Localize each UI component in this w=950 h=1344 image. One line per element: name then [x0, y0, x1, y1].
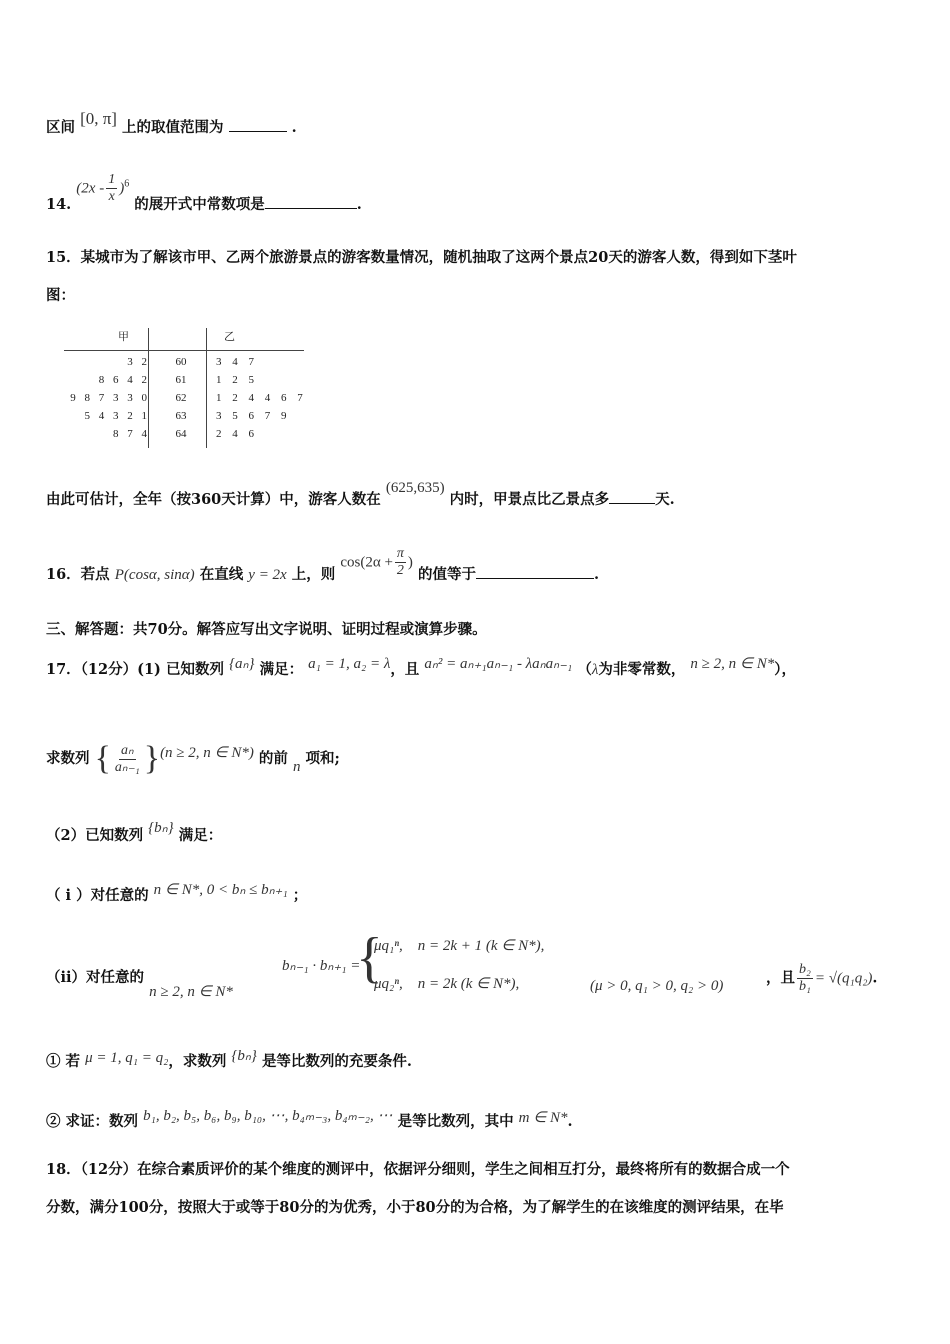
text: （ii）对任意的	[46, 969, 145, 986]
text: 是等比数列的充要条件.	[261, 1053, 412, 1070]
lambda-math: λ	[591, 662, 599, 678]
text: ① 若	[46, 1053, 81, 1070]
answer-blank	[229, 131, 287, 132]
text: ；	[292, 887, 308, 904]
condition-math: n ≥ 2, n ∈ N*	[149, 984, 233, 1000]
text: 天.	[655, 491, 675, 508]
answer-blank	[476, 578, 594, 579]
stem: 64	[175, 428, 187, 440]
right-leaves: 3 4 7	[216, 356, 258, 368]
math-expr: (2x -	[76, 180, 105, 197]
text: 为非零常数，	[598, 661, 686, 678]
frac-den: aₙ₋₁	[114, 759, 140, 775]
stem: 61	[175, 374, 187, 386]
text: （ i ）对任意的	[46, 887, 149, 904]
init-math: a₁ = 1, a₂ = λ	[308, 656, 391, 672]
text: 上，则	[291, 565, 336, 583]
q18-line1: 18．（12分）在综合素质评价的某个维度的测评中，依据评分细则，学生之间相互打分，最终将所有的数据合成一个	[46, 1161, 790, 1178]
answer-blank	[609, 503, 655, 504]
n-math: n	[292, 759, 301, 775]
text: 项和;	[305, 750, 340, 767]
table-row	[60, 356, 350, 372]
q16-line	[46, 546, 600, 583]
table-row	[60, 428, 350, 444]
piecewise-lhs: bₙ₋₁ · bₙ₊₁ =	[282, 958, 361, 974]
text: 内时，甲景点比乙景点多	[449, 491, 610, 508]
text: 满足：	[259, 661, 304, 678]
frac-num: 1	[108, 172, 116, 187]
text: .	[872, 969, 878, 987]
q15-line2: 图：	[46, 287, 75, 304]
brace-right: }	[143, 740, 161, 777]
stem-leaf-plot	[60, 326, 310, 451]
text: （	[577, 661, 592, 678]
math-expr: )	[407, 554, 413, 571]
sequence-math: {bₙ}	[148, 820, 174, 836]
piecewise-case-odd: μq₁ⁿ, n = 2k + 1 (k ∈ N*),	[374, 938, 545, 954]
fraction	[395, 546, 406, 579]
sqrt-math: = √(q₁q₂)	[814, 970, 873, 987]
frac-den: 2	[396, 563, 404, 578]
left-leaves: 5 4 3 2 1	[84, 410, 150, 422]
text: .	[356, 195, 362, 213]
text: 由此可估计，全年（按360天计算）中，游客人数在	[46, 491, 381, 508]
interval-math: (625,635)	[385, 480, 445, 496]
fraction	[113, 743, 142, 776]
condition-math: n ≥ 2, n ∈ N*	[690, 656, 775, 672]
frac-den: x	[108, 189, 115, 204]
frac-den: b₁	[799, 979, 811, 994]
condition-math: m ∈ N*	[518, 1110, 568, 1126]
q17-part2-line	[46, 820, 223, 845]
section-heading: 三、解答题：共70分。解答应写出文字说明、证明过程或演算步骤。	[46, 621, 487, 638]
text: .	[291, 119, 297, 136]
exponent: 6	[124, 178, 130, 190]
header-divider	[64, 350, 304, 351]
q17-item2	[46, 1110, 573, 1131]
text: ，且	[390, 661, 420, 678]
recurrence-math: aₙ² = aₙ₊₁aₙ₋₁ - λaₙaₙ₋₁	[424, 656, 573, 672]
text: 的值等于	[417, 565, 476, 583]
q14-line	[46, 172, 362, 213]
condition-math: n ∈ N*, 0 < bₙ ≤ bₙ₊₁	[153, 882, 288, 898]
sequence-math: b₁, b₂, b₅, b₆, b₉, b₁₀, ⋯, b₄ₘ₋₃, b₄ₘ₋₂, ⋯	[143, 1108, 393, 1124]
q17-line2	[46, 740, 340, 778]
q17-cond-ii	[46, 966, 233, 1000]
answer-blank	[265, 208, 357, 209]
ratio-condition	[766, 962, 877, 995]
right-leaves: 1 2 5	[216, 374, 258, 386]
sequence-math: {bₙ}	[231, 1048, 257, 1064]
piecewise-brace: {	[356, 927, 383, 989]
left-leaves: 8 7 4	[113, 428, 150, 440]
text: 在直线	[199, 565, 244, 583]
table-row	[60, 410, 350, 426]
text: 是等比数列，其中	[397, 1113, 514, 1130]
piecewise-case-even: μq₂ⁿ, n = 2k (k ∈ N*),	[374, 976, 520, 992]
left-header: 甲	[118, 331, 129, 343]
question-number: 14.	[46, 195, 72, 213]
text: ，求数列	[168, 1053, 227, 1070]
left-leaves: 9 8 7 3 3 0	[70, 392, 150, 404]
text: （2）已知数列	[46, 827, 144, 844]
math-expr: )	[119, 180, 125, 197]
text: ），	[774, 661, 796, 678]
frac-num: b₂	[799, 962, 811, 977]
fraction	[106, 172, 117, 205]
q18-line2: 分数，满分100分，按照大于或等于80分的为优秀，小于80分的为合格，为了解学生的在该维度的测评结果，在毕	[46, 1199, 784, 1216]
right-header: 乙	[224, 331, 235, 343]
text: 的前	[258, 750, 288, 767]
q17-line1	[46, 652, 796, 678]
table-row	[60, 374, 350, 390]
text: ，且	[766, 969, 795, 987]
q17-item1	[46, 1050, 412, 1071]
left-leaves: 8 6 4 2	[98, 374, 150, 386]
stem: 62	[175, 392, 187, 404]
q15-estimate-line	[46, 480, 675, 509]
frac-num: aₙ	[121, 742, 134, 758]
text: 满足：	[178, 827, 223, 844]
condition-math: μ = 1, q₁ = q₂	[85, 1050, 169, 1066]
line-math: y = 2x	[248, 566, 287, 583]
question-number: 16．若点	[46, 565, 110, 583]
text: .	[567, 1113, 573, 1130]
stem: 60	[175, 356, 187, 368]
right-leaves: 2 4 6	[216, 428, 258, 440]
text: ② 求证：数列	[46, 1113, 139, 1130]
text: 上的取值范围为	[122, 119, 224, 136]
text: 求数列	[46, 750, 90, 767]
brace-left: {	[94, 740, 111, 777]
fraction	[797, 962, 813, 995]
text: 17．（12分）(1) 已知数列	[46, 661, 224, 678]
text: 区间	[46, 119, 75, 136]
q17-cond-i	[46, 884, 307, 905]
condition-math: (n ≥ 2, n ∈ N*)	[160, 745, 254, 761]
frac-num: π	[396, 546, 404, 561]
math-expr: cos(2α +	[340, 554, 393, 571]
left-leaves: 3 2	[127, 356, 150, 368]
text: 的展开式中常数项是	[134, 195, 265, 213]
param-conditions: (μ > 0, q₁ > 0, q₂ > 0)	[590, 978, 724, 994]
point-math: P(cosα, sinα)	[114, 566, 195, 583]
q15-line1: 15．某城市为了解该市甲、乙两个旅游景点的游客数量情况，随机抽取了这两个景点20天的游客人数，得到如下茎叶	[46, 249, 797, 266]
table-row	[60, 392, 350, 408]
text: .	[593, 565, 600, 583]
sequence-math: {aₙ}	[229, 656, 255, 672]
interval-math: [0, π]	[80, 109, 117, 128]
stem: 63	[175, 410, 187, 422]
right-leaves: 1 2 4 4 6 7	[216, 392, 307, 404]
q13-tail-line	[46, 109, 297, 137]
right-leaves: 3 5 6 7 9	[216, 410, 291, 422]
